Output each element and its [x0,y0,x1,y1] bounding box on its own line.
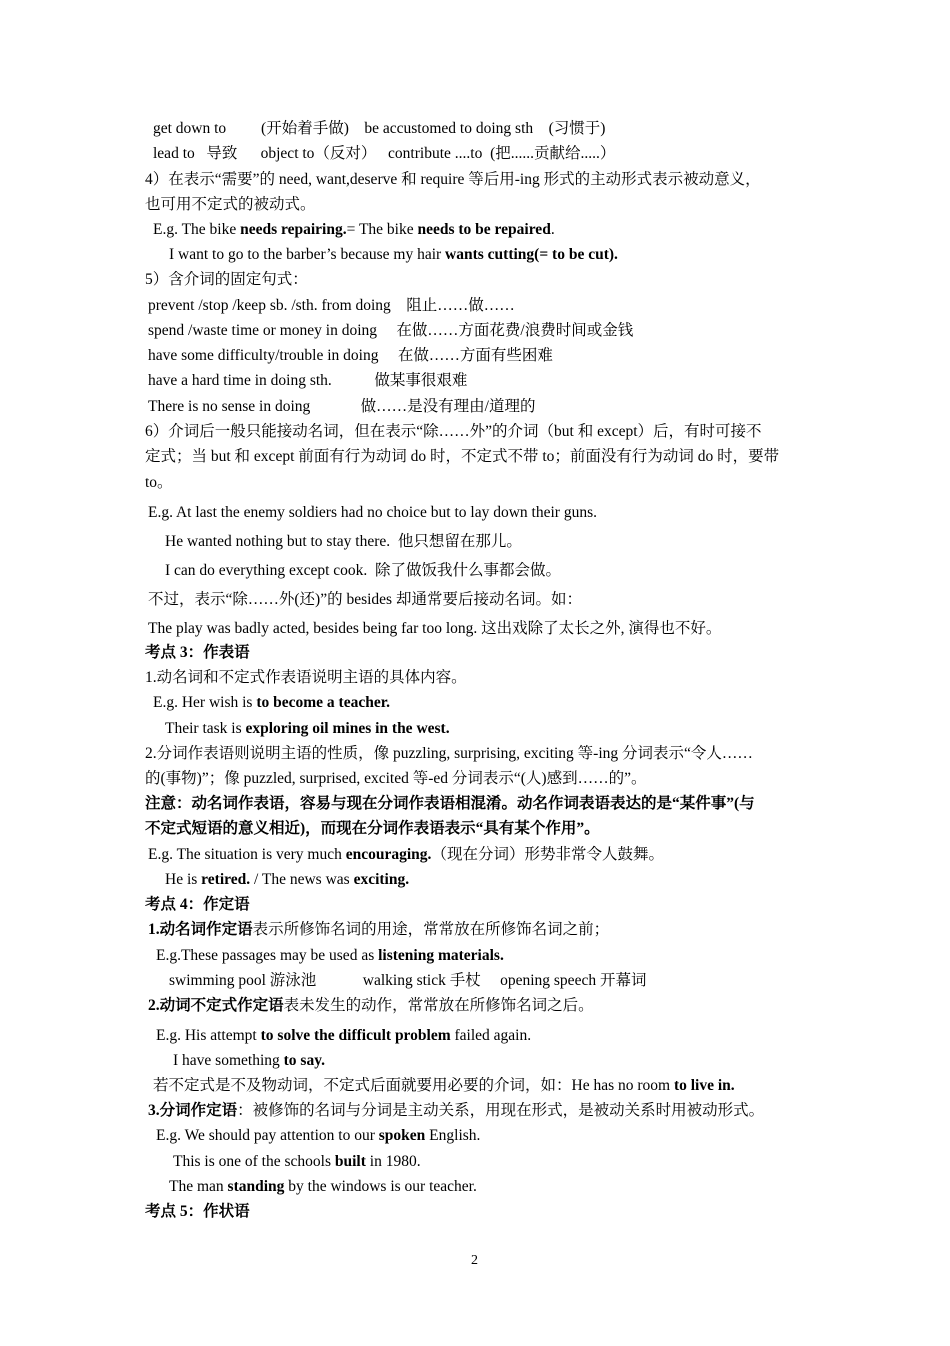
text-line [148,1101,764,1121]
text-line [148,619,721,639]
bold-text-segment: retired. [201,871,251,888]
text-line [145,819,600,839]
bold-text-segment: needs to be repaired [417,221,551,238]
text-line [145,195,316,215]
text-segment: 4）在表示“需要”的 need, want,deserve 和 require 等后用-ing 形式的主动形式表示被动意义， [145,171,761,188]
text-segment: 6）介词后一般只能接动名词，但在表示“除……外”的介词（but 和 except）后，有时可接不 [145,423,762,440]
text-segment: have some difficulty/trouble in doing 在做……方面有些困难 [148,347,553,364]
text-segment: 2.分词作表语则说明主语的性质，像 puzzling, surprising, exciting 等-ing 分词表示“令人…… [145,745,753,762]
bold-text-segment: built [334,1153,366,1170]
text-segment: E.g. The situation is very much [148,846,346,863]
text-segment: He wanted nothing but to stay there. 他只想留在那儿。 [165,533,522,550]
bold-text-segment: spoken [378,1127,426,1144]
text-line [153,119,605,139]
text-line [156,1026,531,1046]
text-line [148,590,582,610]
text-line [165,532,522,552]
text-line [169,971,646,991]
text-segment: get down to (开始着手做) be accustomed to doing sth (习惯于) [153,120,606,137]
text-line [173,1051,325,1071]
text-segment: / The news was [250,871,354,888]
text-segment: in 1980. [365,1153,421,1170]
text-segment: ：被修饰的名词与分词是主动关系，用现在形式，是被动关系时用被动形式。 [237,1102,765,1119]
text-segment: 的(事物)”；像 puzzled, surprised, excited 等-ed 分词表示“(人)感到……的”。 [145,770,647,787]
text-line [145,170,761,190]
text-line [153,693,390,713]
text-line [148,996,594,1016]
page-number: 2 [471,1253,478,1268]
text-segment: There is no sense in doing 做……是没有理由/道理的 [148,398,536,415]
text-line [145,794,755,814]
text-segment: The play was badly acted, besides being far too long. 这出戏除了太长之外, 演得也不好。 [148,620,722,637]
text-line [145,1202,250,1222]
text-line [145,270,308,290]
text-segment: The man [169,1178,228,1195]
text-line [148,346,553,366]
text-segment: English. [425,1127,481,1144]
bold-text-segment: standing [227,1178,285,1195]
text-line [173,1152,421,1172]
text-segment: E.g. We should pay attention to our [156,1127,379,1144]
bold-text-segment: 3.分词作定语 [148,1102,238,1119]
text-line [156,946,504,966]
text-segment: lead to 导致 object to（反对） contribute ....to (把......贡献给.....） [153,145,616,162]
bold-text-segment: to solve the difficult problem [260,1027,451,1044]
text-segment: E.g.These passages may be used as [156,947,379,964]
text-line [145,422,762,442]
text-segment: to。 [145,474,173,491]
text-segment: 不过，表示“除……外(还)”的 besides 却通常要后接动名词。如： [148,591,582,608]
text-line [153,144,615,164]
text-segment: have a hard time in doing sth. 做某事很艰难 [148,372,468,389]
bold-text-segment: wants cutting(= to be cut). [445,246,618,263]
text-line [148,503,597,523]
text-line [165,561,561,581]
text-segment: I want to go to the barber’s because my hair [169,246,446,263]
text-line [153,1076,735,1096]
text-segment: 若不定式是不及物动词，不定式后面就要用必要的介词，如：He has no room [153,1077,674,1094]
text-line [148,920,609,940]
text-segment: I can do everything except cook. 除了做饭我什么事都会做。 [165,562,562,579]
text-line [145,473,173,493]
bold-text-segment: 不定式短语的意义相近)，而现在分词作表语表示“具有某个作用”。 [145,820,600,837]
bold-text-segment: to become a teacher. [256,694,391,711]
bold-text-segment: listening materials. [378,947,504,964]
bold-text-segment: 考点 4：作定语 [145,896,250,913]
text-line [145,744,753,764]
bold-text-segment: needs repairing. [240,221,347,238]
text-line [153,220,555,240]
bold-text-segment: 考点 3：作表语 [145,644,250,661]
bold-text-segment: to live in. [673,1077,735,1094]
text-segment: spend /waste time or money in doing 在做……方面花费/浪费时间或金钱 [148,322,634,339]
text-line [148,321,633,341]
text-segment: by the windows is our teacher. [284,1178,477,1195]
text-line [145,643,250,663]
text-line [165,870,409,890]
text-segment: （现在分词）形势非常令人鼓舞。 [431,846,664,863]
text-segment: E.g. Her wish is [153,694,257,711]
text-segment: This is one of the schools [173,1153,335,1170]
text-line [165,719,450,739]
bold-text-segment: 2.动词不定式作定语 [148,997,284,1014]
text-segment: 1.动名词和不定式作表语说明主语的具体内容。 [145,669,467,686]
text-segment: 表未发生的动作，常常放在所修饰名词之后。 [283,997,594,1014]
text-line [148,296,515,316]
bold-text-segment: to say. [283,1052,325,1069]
text-line [169,1177,477,1197]
bold-text-segment: 1.动名词作定语 [148,921,253,938]
text-segment: 5）含介词的固定句式： [145,271,308,288]
text-line [148,845,664,865]
text-segment: E.g. At last the enemy soldiers had no choice but to lay down their guns. [148,504,597,521]
text-line [169,245,618,265]
text-segment: = The bike [346,221,418,238]
text-segment: He is [165,871,202,888]
text-segment: 也可用不定式的被动式。 [145,196,316,213]
text-line [145,895,250,915]
text-line [145,769,646,789]
text-segment: E.g. The bike [153,221,241,238]
text-segment: 定式；当 but 和 except 前面有行为动词 do 时，不定式不带 to；前面没有行为动词 do 时，要带 [145,448,780,465]
bold-text-segment: encouraging. [345,846,432,863]
text-line [148,397,535,417]
text-line [145,447,779,467]
text-segment: Their task is [165,720,246,737]
text-segment: 表示所修饰名词的用途，常常放在所修饰名词之前； [252,921,610,938]
text-segment: I have something [173,1052,284,1069]
text-segment: . [550,221,555,238]
text-line [156,1126,480,1146]
bold-text-segment: exciting. [353,871,410,888]
text-segment: failed again. [450,1027,532,1044]
bold-text-segment: exploring oil mines in the west. [245,720,450,737]
text-segment: swimming pool 游泳池 walking stick 手杖 opening speech 开幕词 [169,972,647,989]
bold-text-segment: 注意：动名词作表语，容易与现在分词作表语相混淆。动名作词表语表达的是“某件事”(与 [145,795,755,812]
text-segment: prevent /stop /keep sb. /sth. from doing 阻止……做…… [148,297,515,314]
text-line [145,668,467,688]
bold-text-segment: 考点 5：作状语 [145,1203,250,1220]
text-line [148,371,467,391]
text-segment: E.g. His attempt [156,1027,261,1044]
